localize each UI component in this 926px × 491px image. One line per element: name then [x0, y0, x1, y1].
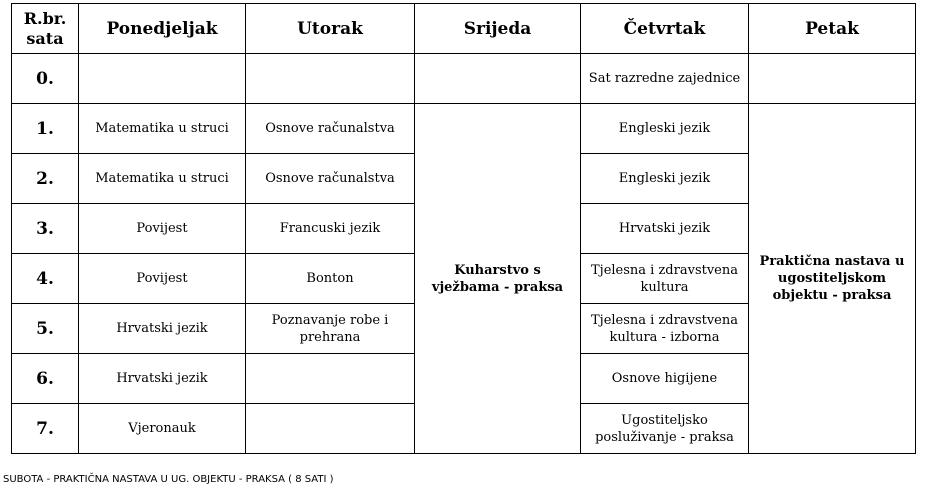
wednesday-cell [415, 54, 581, 104]
tuesday-cell: Osnove računalstva [246, 154, 415, 204]
header-row [12, 4, 916, 54]
tuesday-cell: Francuski jezik [246, 204, 415, 254]
period-row-0 [12, 54, 916, 104]
tuesday-cell [246, 354, 415, 404]
wednesday-block: Kuharstvo s vježbama - praksa [415, 104, 581, 454]
tuesday-cell: Bonton [246, 254, 415, 304]
monday-cell: Povijest [79, 204, 246, 254]
tuesday-cell: Osnove računalstva [246, 104, 415, 154]
thursday-cell: Ugostiteljsko posluživanje - praksa [581, 404, 749, 454]
thursday-cell: Tjelesna i zdravstvena kultura [581, 254, 749, 304]
period-number: 6. [12, 354, 79, 404]
period-number: 4. [12, 254, 79, 304]
thursday-cell: Osnove higijene [581, 354, 749, 404]
period-number: 7. [12, 404, 79, 454]
monday-cell [79, 54, 246, 104]
thursday-cell: Engleski jezik [581, 104, 749, 154]
tuesday-cell: Poznavanje robe i prehrana [246, 304, 415, 354]
period-number: 2. [12, 154, 79, 204]
monday-cell: Hrvatski jezik [79, 354, 246, 404]
friday-cell [749, 54, 916, 104]
thursday-cell: Tjelesna i zdravstvena kultura - izborna [581, 304, 749, 354]
header-tuesday: Utorak [246, 4, 415, 54]
timetable [11, 3, 916, 454]
period-row-1 [12, 104, 916, 154]
monday-cell: Vjeronauk [79, 404, 246, 454]
period-number: 1. [12, 104, 79, 154]
period-number: 3. [12, 204, 79, 254]
period-number: 0. [12, 54, 79, 104]
monday-cell: Matematika u struci [79, 154, 246, 204]
monday-cell: Hrvatski jezik [79, 304, 246, 354]
period-number: 5. [12, 304, 79, 354]
thursday-cell: Hrvatski jezik [581, 204, 749, 254]
tuesday-cell [246, 54, 415, 104]
saturday-note: SUBOTA - PRAKTIČNA NASTAVA U UG. OBJEKTU - PRAKSA ( 8 SATI ) [3, 474, 334, 485]
header-friday: Petak [749, 4, 916, 54]
friday-block: Praktična nastava u ugostiteljskom objektu - praksa [749, 104, 916, 454]
monday-cell: Povijest [79, 254, 246, 304]
header-monday: Ponedjeljak [79, 4, 246, 54]
monday-cell: Matematika u struci [79, 104, 246, 154]
thursday-cell: Engleski jezik [581, 154, 749, 204]
tuesday-cell [246, 404, 415, 454]
header-wednesday: Srijeda [415, 4, 581, 54]
thursday-cell: Sat razredne zajednice [581, 54, 749, 104]
header-thursday: Četvrtak [581, 4, 749, 54]
header-period-number: R.br. sata [12, 4, 79, 54]
